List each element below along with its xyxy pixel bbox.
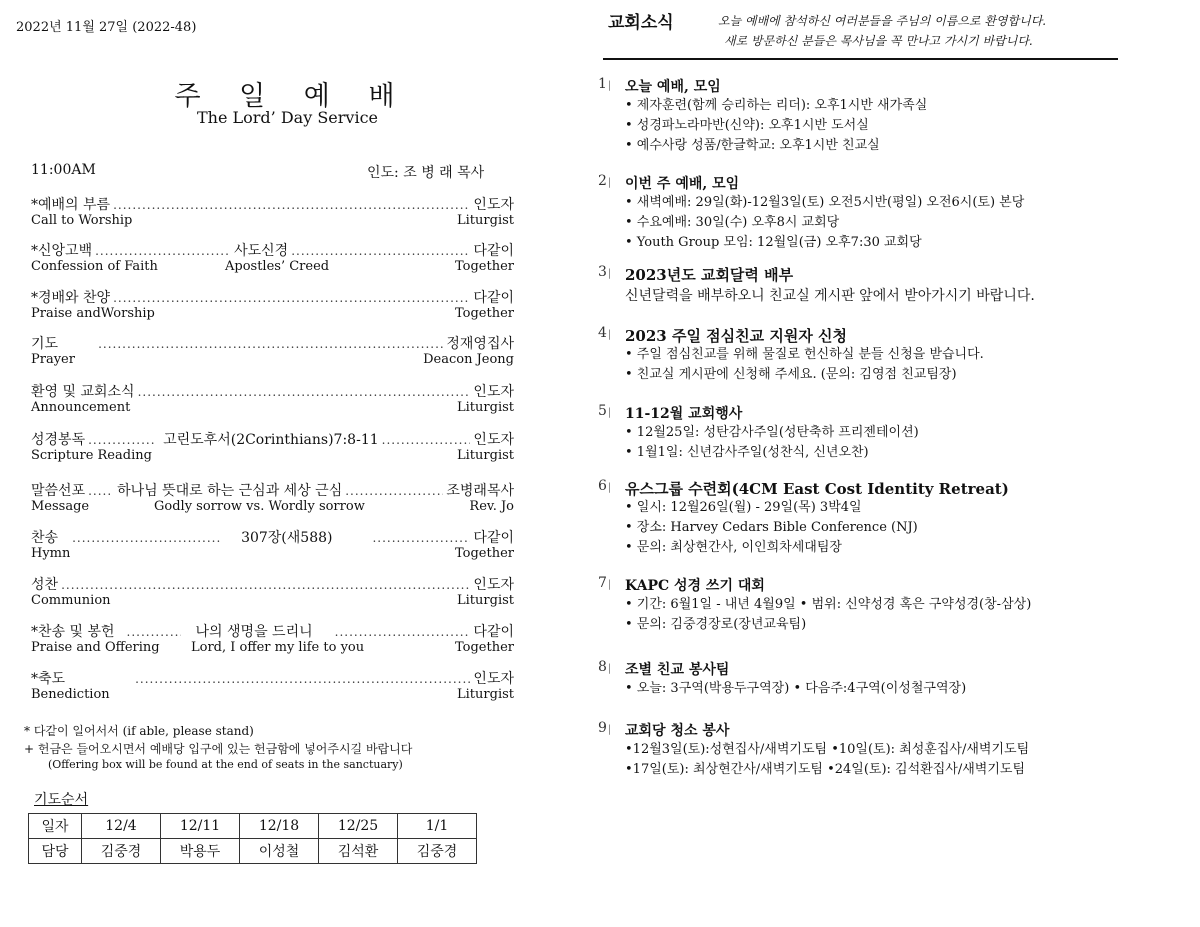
order-item-ko: *예배의 부름 (31, 197, 111, 213)
order-item-ko: 말씀선포 (31, 483, 86, 499)
table-cell: 담당 (29, 839, 82, 864)
order-item-en-right: Liturgist (457, 400, 514, 415)
table-cell: 김중경 (398, 839, 477, 864)
welcome-line-2: 새로 방문하신 분들은 목사님을 꼭 만나고 가시기 바랍니다. (724, 34, 1033, 48)
order-item-en: Confession of Faith (31, 259, 158, 274)
order-item-en-right: Together (454, 546, 514, 561)
table-cell: 12/11 (161, 814, 240, 839)
order-item-message (31, 480, 514, 516)
order-item-ko: 찬송 (31, 530, 59, 546)
order-item-en: Praise andWorship (31, 306, 155, 321)
note-offering: + 헌금은 들어오시면서 예배당 입구에 있는 헌금함에 넣어주시길 바랍니다 (24, 742, 413, 756)
section-line: • 기간: 6월1일 - 내년 4월9일 • 범위: 신약성경 혹은 구약성경(창-삼상) (625, 597, 1032, 612)
section-title: 2023년도 교회달력 배부 (625, 266, 794, 284)
order-item-prayer (31, 333, 514, 369)
order-item-confession (31, 240, 514, 276)
section-line: •12월3일(토):성현집사/새벽기도팀 •10일(토): 최성훈집사/새벽기도팀 (625, 742, 1030, 757)
order-item-en: Call to Worship (31, 213, 133, 228)
section-line: • 12월25일: 성탄감사주일(성탄축하 프리젠테이션) (625, 425, 919, 440)
table-cell: 1/1 (398, 814, 477, 839)
section-line: • 1월1일: 신년감사주일(성찬식, 신년오찬) (625, 445, 869, 460)
order-item-ko: *축도 (31, 671, 66, 687)
order-item-announcement (31, 381, 514, 417)
order-item-right: 인도자 (473, 197, 514, 213)
order-item-ko: *찬송 및 봉헌 (31, 624, 115, 640)
section-line: • 예수사랑 성품/한글학교: 오후1시반 친교실 (625, 138, 880, 153)
section-title: 오늘 예배, 모임 (625, 79, 721, 95)
order-item-en-right: Liturgist (457, 448, 514, 463)
section-number: 2 | (598, 173, 611, 189)
section-line: • Youth Group 모임: 12월일(금) 오후7:30 교회당 (625, 235, 922, 250)
order-item-ko: *경배와 찬양 (31, 290, 111, 306)
order-item-ko: 기도 (31, 336, 59, 352)
order-item-en-mid: Lord, I offer my life to you (191, 640, 365, 655)
order-item-en-right: Together (454, 259, 514, 274)
order-item-mid: 나의 생명을 드리니 (195, 624, 313, 640)
order-item-en: Communion (31, 593, 111, 608)
service-title-korean: 주 일 예 배 (174, 81, 401, 112)
section-line: • 주일 점심친교를 위해 물질로 헌신하실 분들 신청을 받습니다. (625, 347, 984, 362)
welcome-line-1: 오늘 예배에 참석하신 여러분들을 주님의 이름으로 환영합니다. (718, 14, 1047, 28)
section-line: • 문의: 김중경장로(장년교육팀) (625, 617, 807, 632)
order-item-right: 다같이 (473, 243, 514, 259)
order-item-en-mid: Apostles’ Creed (225, 259, 330, 274)
order-item-benediction (31, 668, 514, 704)
section-number: 7 | (598, 575, 611, 591)
order-item-en: Prayer (31, 352, 75, 367)
order-item-right: 조병래목사 (446, 483, 514, 499)
section-line: • 수요예배: 30일(수) 오후8시 교회당 (625, 215, 840, 230)
section-line: • 제자훈련(함께 승리하는 리더): 오후1시반 새가족실 (625, 98, 928, 113)
header-divider (603, 58, 1118, 60)
section-line: • 친교실 게시판에 신청해 주세요. (문의: 김영점 친교팀장) (625, 367, 957, 382)
section-number: 3 | (598, 264, 611, 280)
section-line: • 장소: Harvey Cedars Bible Conference (NJ) (625, 520, 918, 535)
order-item-hymn (31, 527, 514, 563)
table-row (29, 839, 477, 864)
table-cell: 일자 (29, 814, 82, 839)
order-item-en-right: Together (454, 640, 514, 655)
order-item-en-right: Liturgist (457, 213, 514, 228)
section-line: • 문의: 최상현간사, 이인희차세대팀장 (625, 540, 842, 555)
order-item-praise (31, 287, 514, 323)
table-cell: 김중경 (82, 839, 161, 864)
section-line: •17일(토): 최상현간사/새벽기도팀 •24일(토): 김석환집사/새벽기도팀 (625, 762, 1026, 777)
section-title: 조별 친교 봉사팀 (625, 662, 730, 678)
section-line: • 새벽예배: 29일(화)-12월3일(토) 오전5시반(평일) 오전6시(토) 본당 (625, 195, 1025, 210)
prayer-order-title: 기도순서 (34, 792, 89, 808)
service-leader: 인도: 조 병 래 목사 (367, 165, 485, 181)
section-number: 6 | (598, 478, 611, 494)
order-item-right: 다같이 (473, 530, 514, 546)
section-number: 9 | (598, 720, 611, 736)
table-cell: 12/18 (240, 814, 319, 839)
note-stand: * 다같이 일어서서 (if able, please stand) (24, 724, 254, 738)
order-item-en-right: Rev. Jo (469, 499, 514, 514)
section-title: 교회당 청소 봉사 (625, 723, 730, 739)
order-item-ko: *신앙고백 (31, 243, 93, 259)
order-item-en-right: Deacon Jeong (423, 352, 514, 367)
section-number: 1 | (598, 76, 611, 92)
order-item-scripture (31, 429, 514, 465)
order-item-ko: 성찬 (31, 577, 59, 593)
order-item-en: Announcement (31, 400, 131, 415)
order-item-offering (31, 621, 514, 657)
bulletin-date: 2022년 11월 27일 (2022-48) (16, 20, 197, 35)
church-news-heading: 교회소식 (608, 13, 674, 33)
table-cell: 12/25 (319, 814, 398, 839)
section-number: 8 | (598, 659, 611, 675)
order-item-right: 인도자 (473, 432, 514, 448)
order-item-mid: 고린도후서(2Corinthians)7:8-11 (163, 432, 379, 448)
order-item-en: Hymn (31, 546, 71, 561)
section-title: 2023 주일 점심친교 지원자 신청 (625, 327, 848, 345)
order-item-en: Benediction (31, 687, 110, 702)
order-item-mid: 사도신경 (234, 243, 289, 259)
section-title: 이번 주 예배, 모임 (625, 176, 740, 192)
table-row (29, 814, 477, 839)
table-cell: 박용두 (161, 839, 240, 864)
section-title: 11-12월 교회행사 (625, 406, 743, 422)
order-item-right: 인도자 (473, 671, 514, 687)
order-item-ko: 환영 및 교회소식 (31, 384, 135, 400)
order-item-ko: 성경봉독 (31, 432, 86, 448)
order-item-right: 인도자 (473, 577, 514, 593)
order-item-right: 정재영집사 (446, 336, 514, 352)
order-item-mid: 하나님 뜻대로 하는 근심과 세상 근심 (117, 483, 343, 499)
order-item-mid: 307장(새588) (241, 530, 333, 546)
service-time: 11:00AM (31, 162, 96, 178)
order-item-right: 다같이 (473, 624, 514, 640)
section-title: 유스그룹 수련회(4CM East Cost Identity Retreat) (625, 480, 1009, 498)
service-title-english: The Lord’ Day Service (196, 108, 378, 127)
order-item-en-right: Liturgist (457, 687, 514, 702)
prayer-order-table (28, 813, 477, 864)
table-cell: 이성철 (240, 839, 319, 864)
section-title: KAPC 성경 쓰기 대회 (625, 578, 765, 594)
section-number: 4 | (598, 325, 611, 341)
order-item-en: Scripture Reading (31, 448, 152, 463)
order-item-en: Praise and Offering (31, 640, 160, 655)
order-item-call-to-worship (31, 194, 514, 230)
section-line: • 일시: 12월26일(월) - 29일(목) 3박4일 (625, 500, 862, 515)
order-item-communion (31, 574, 514, 610)
table-cell: 김석환 (319, 839, 398, 864)
order-item-en-mid: Godly sorrow vs. Wordly sorrow (154, 499, 365, 514)
order-item-en: Message (31, 499, 90, 514)
order-item-en-right: Liturgist (457, 593, 514, 608)
section-line: • 성경파노라마반(신약): 오후1시반 도서실 (625, 118, 869, 133)
order-item-right: 인도자 (473, 384, 514, 400)
section-line: • 오늘: 3구역(박용두구역장) • 다음주:4구역(이성철구역장) (625, 681, 967, 696)
order-item-en-right: Together (454, 306, 514, 321)
note-offering-english: (Offering box will be found at the end of seats in the sanctuary) (48, 758, 403, 771)
section-number: 5 | (598, 403, 611, 419)
order-item-right: 다같이 (473, 290, 514, 306)
section-line: 신년달력을 배부하오니 친교실 게시판 앞에서 받아가시기 바랍니다. (625, 288, 1035, 304)
table-cell: 12/4 (82, 814, 161, 839)
